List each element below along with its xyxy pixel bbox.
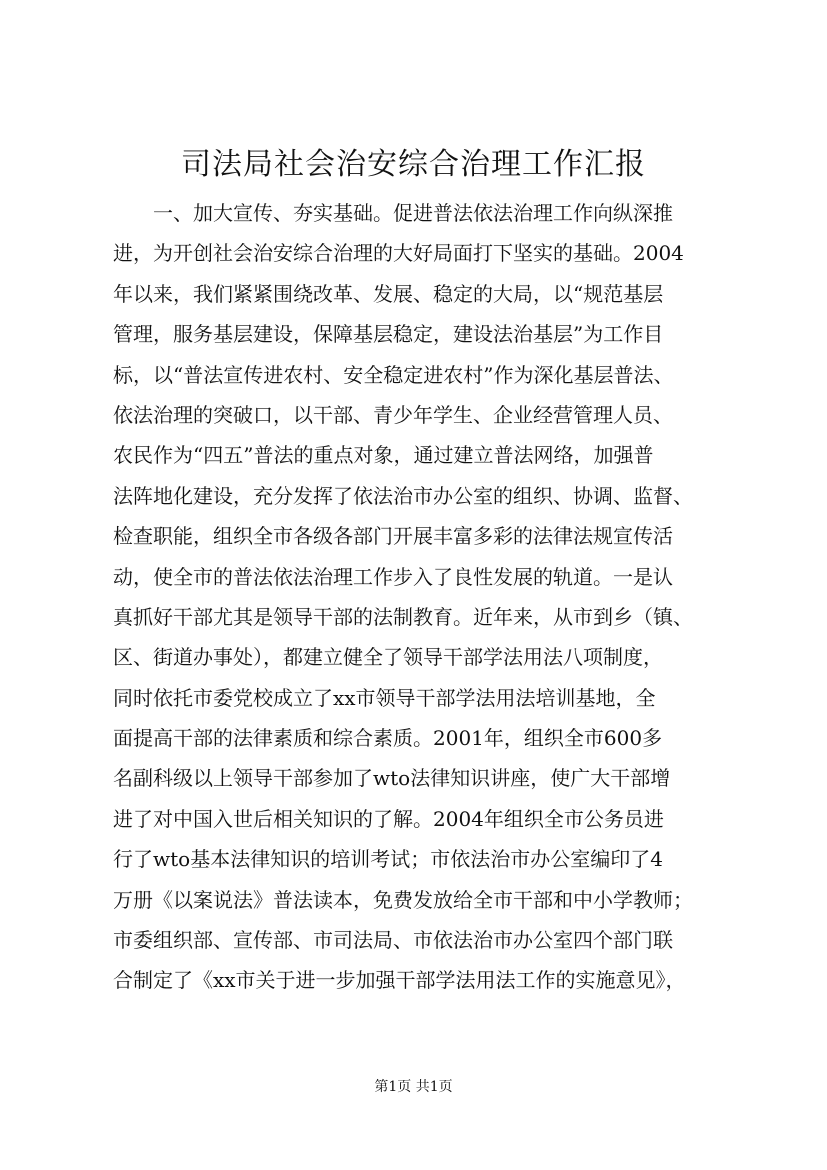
- body-line: 管理，服务基层建设，保障基层稳定，建设法治基层”为工作目: [113, 322, 664, 347]
- body-line: 一、加大宣传、夯实基础。促进普法依法治理工作向纵深推: [113, 201, 673, 225]
- document-body: [113, 193, 753, 1001]
- body-line: 依法治理的突破口，以干部、青少年学生、企业经营管理人员、: [113, 402, 673, 427]
- body-line: 法阵地化建设，充分发挥了依法治市办公室的组织、协调、监督、: [113, 483, 693, 508]
- body-line: 区、街道办事处），都建立健全了领导干部学法用法八项制度，: [113, 645, 663, 670]
- body-line: 年以来，我们紧紧围绕改革、发展、稳定的大局，以“规范基层: [113, 281, 664, 306]
- body-line: 检查职能，组织全市各级各部门开展丰富多彩的法律法规宣传活: [113, 524, 673, 549]
- body-line: 合制定了《xx市关于进一步加强干部学法用法工作的实施意见》，: [113, 968, 686, 993]
- body-line: 进了对中国入世后相关知识的了解。2004年组织全市公务员进: [113, 806, 664, 831]
- page-footer: 第1页 共1页: [374, 1079, 453, 1095]
- body-line: 市委组织部、宣传部、市司法局、市依法治市办公室四个部门联: [113, 928, 673, 953]
- body-line: 万册《以案说法》普法读本，免费发放给全市干部和中小学教师；: [113, 887, 693, 912]
- body-line: 真抓好干部尤其是领导干部的法制教育。近年来，从市到乡（镇、: [113, 604, 693, 629]
- document-title: 司法局社会治安综合治理工作汇报: [181, 147, 646, 182]
- body-line: 面提高干部的法律素质和综合素质。2001年，组织全市600多: [113, 726, 663, 751]
- body-line: 标，以“普法宣传进农村、安全稳定进农村”作为深化基层普法、: [113, 362, 674, 387]
- body-line: 同时依托市委党校成立了xx市领导干部学法用法培训基地，全: [113, 685, 656, 710]
- body-line: 行了wto基本法律知识的培训考试；市依法治市办公室编印了4: [113, 847, 663, 872]
- body-line: 名副科级以上领导干部参加了wto法律知识讲座，使广大干部增: [113, 766, 671, 791]
- body-line: 进，为开创社会治安综合治理的大好局面打下坚实的基础。2004: [113, 241, 684, 266]
- body-line: 农民作为“四五”普法的重点对象，通过建立普法网络，加强普: [113, 443, 654, 468]
- body-line: 动，使全市的普法依法治理工作步入了良性发展的轨道。一是认: [113, 564, 673, 589]
